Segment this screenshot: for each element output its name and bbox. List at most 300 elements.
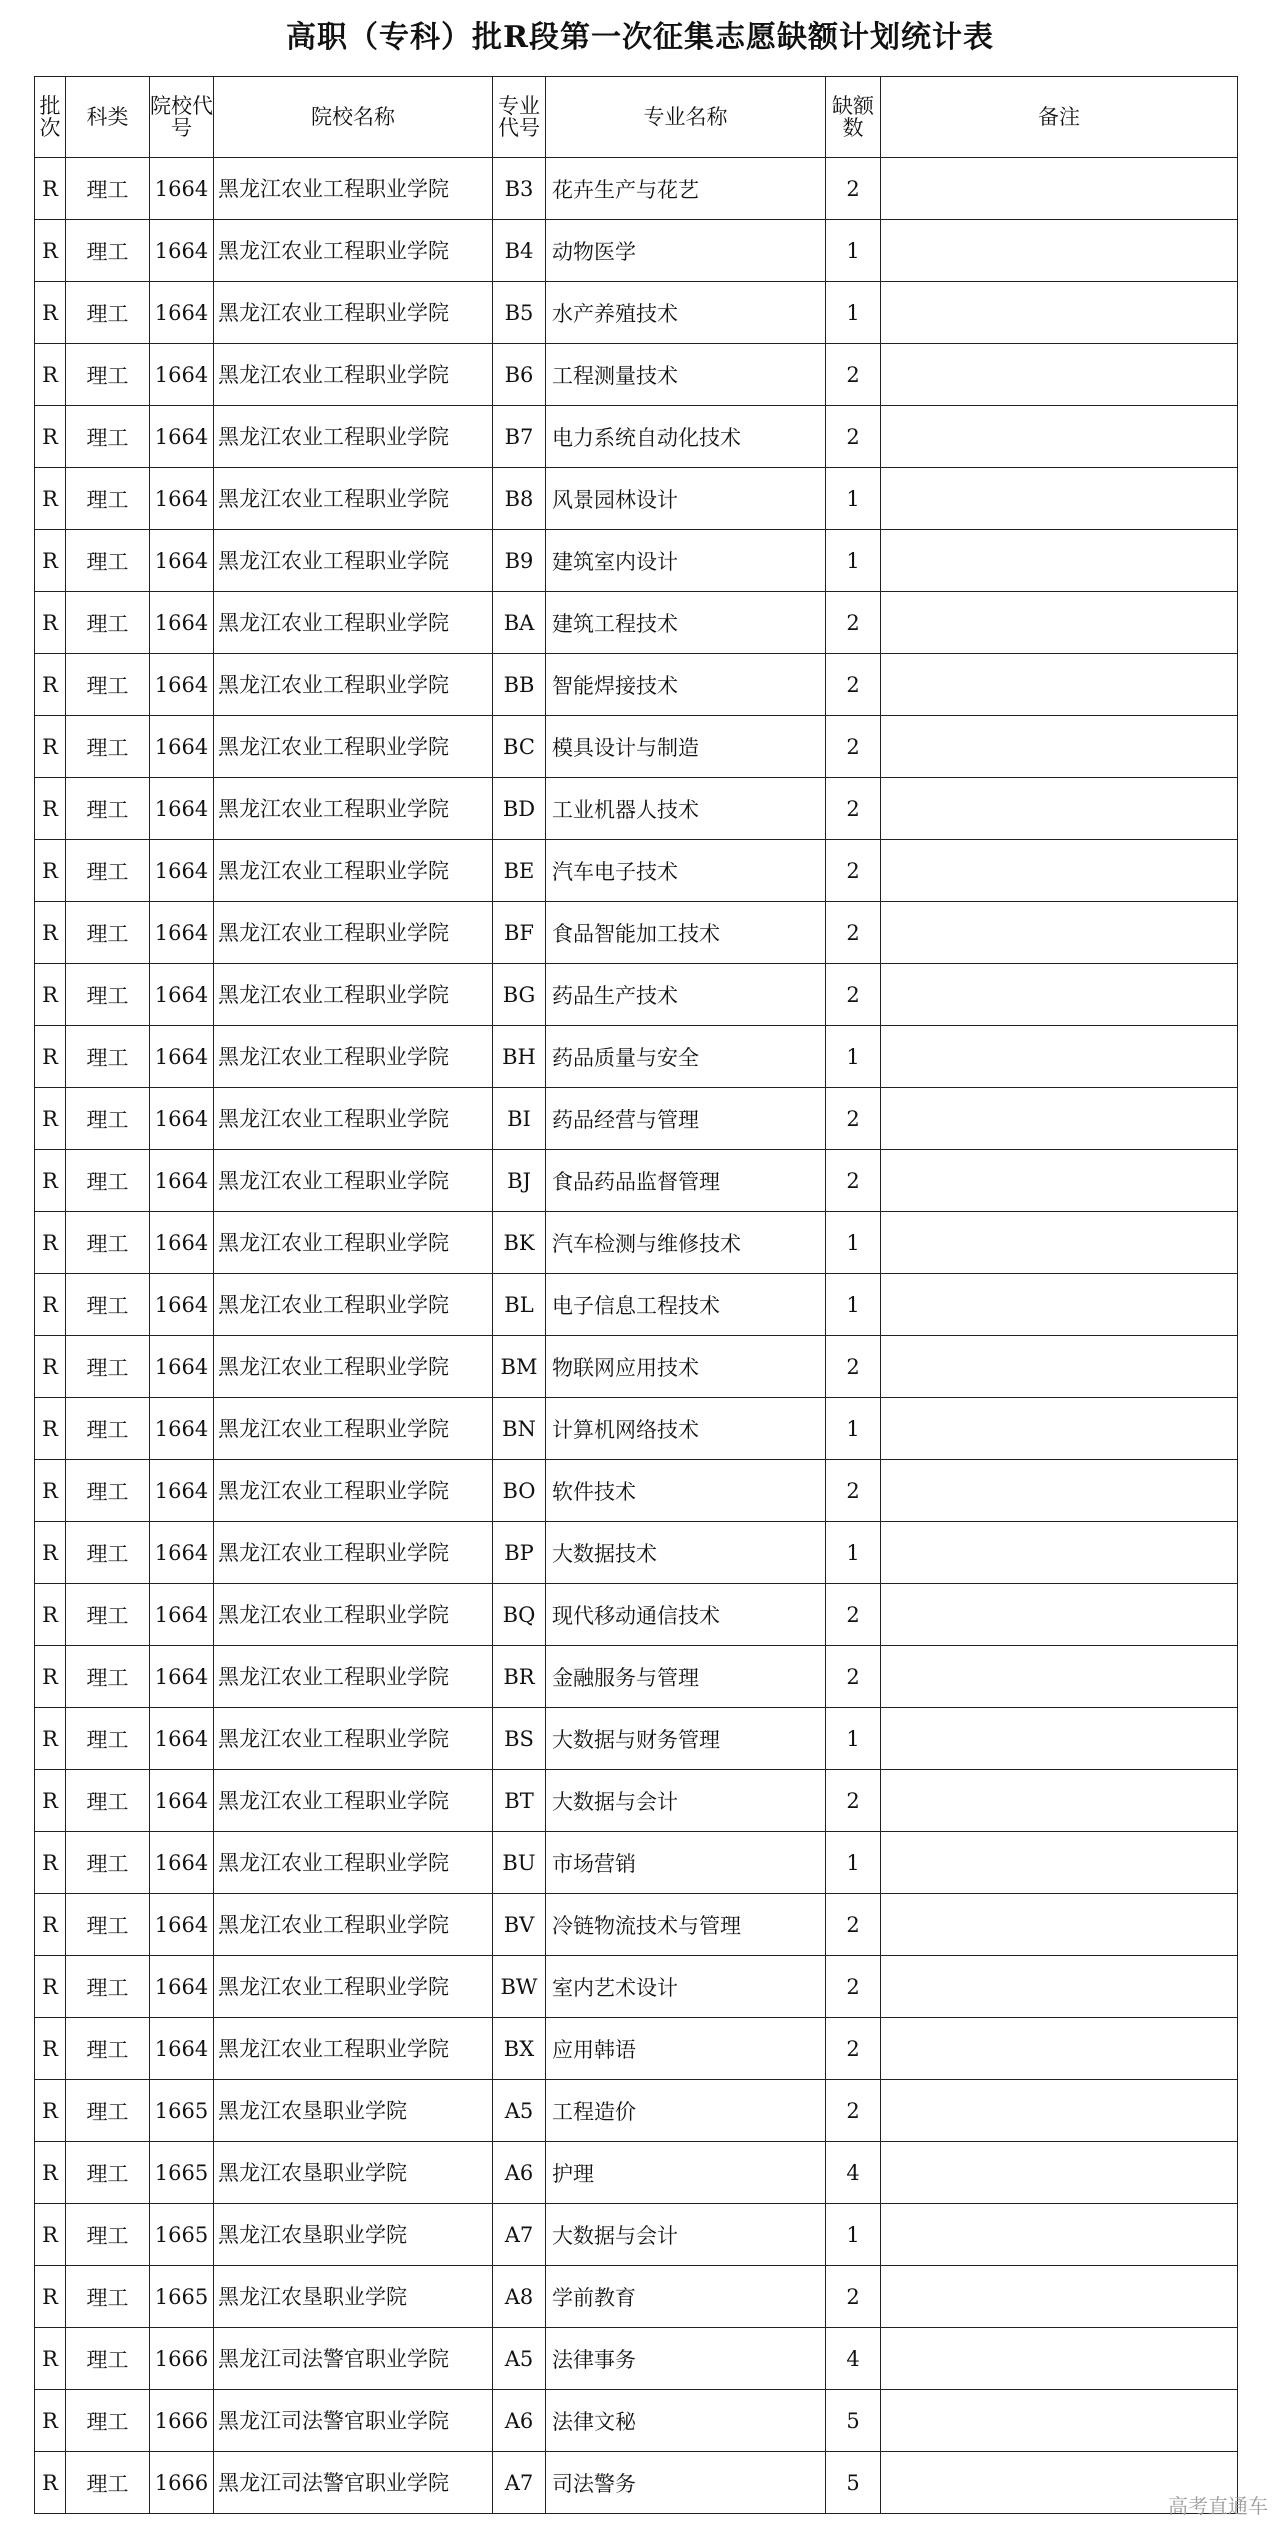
cell-note xyxy=(881,1336,1238,1398)
cell-major-name: 药品经营与管理 xyxy=(546,1088,826,1150)
cell-batch: R xyxy=(35,654,66,716)
cell-major-name: 汽车检测与维修技术 xyxy=(546,1212,826,1274)
cell-school-name: 黑龙江农业工程职业学院 xyxy=(214,158,493,220)
table-row xyxy=(35,902,1238,964)
cell-category: 理工 xyxy=(66,2142,150,2204)
cell-note xyxy=(881,1522,1238,1584)
cell-major-name: 护理 xyxy=(546,2142,826,2204)
table-row xyxy=(35,1646,1238,1708)
header-category: 科类 xyxy=(66,77,150,158)
cell-category: 理工 xyxy=(66,1646,150,1708)
cell-school-name: 黑龙江农垦职业学院 xyxy=(214,2204,493,2266)
cell-batch: R xyxy=(35,468,66,530)
cell-note xyxy=(881,902,1238,964)
cell-category: 理工 xyxy=(66,2452,150,2514)
cell-note xyxy=(881,964,1238,1026)
table-row xyxy=(35,1770,1238,1832)
cell-batch: R xyxy=(35,2204,66,2266)
cell-school-code: 1664 xyxy=(150,406,214,468)
cell-batch: R xyxy=(35,1956,66,2018)
cell-category: 理工 xyxy=(66,1026,150,1088)
cell-major-code: A6 xyxy=(493,2142,546,2204)
table-row xyxy=(35,2142,1238,2204)
cell-school-code: 1664 xyxy=(150,2018,214,2080)
cell-category: 理工 xyxy=(66,1894,150,1956)
cell-quota: 2 xyxy=(826,964,881,1026)
cell-major-code: BE xyxy=(493,840,546,902)
cell-major-code: BU xyxy=(493,1832,546,1894)
cell-batch: R xyxy=(35,1584,66,1646)
header-major-name: 专业名称 xyxy=(546,77,826,158)
cell-school-code: 1664 xyxy=(150,282,214,344)
cell-school-code: 1664 xyxy=(150,344,214,406)
cell-category: 理工 xyxy=(66,2390,150,2452)
cell-school-code: 1664 xyxy=(150,964,214,1026)
cell-school-name: 黑龙江农业工程职业学院 xyxy=(214,1212,493,1274)
cell-major-code: BD xyxy=(493,778,546,840)
cell-category: 理工 xyxy=(66,2080,150,2142)
cell-category: 理工 xyxy=(66,1336,150,1398)
cell-major-name: 冷链物流技术与管理 xyxy=(546,1894,826,1956)
cell-note xyxy=(881,1150,1238,1212)
cell-major-code: B6 xyxy=(493,344,546,406)
cell-category: 理工 xyxy=(66,1398,150,1460)
cell-school-name: 黑龙江农垦职业学院 xyxy=(214,2266,493,2328)
cell-batch: R xyxy=(35,1336,66,1398)
table-row xyxy=(35,1088,1238,1150)
cell-quota: 2 xyxy=(826,840,881,902)
cell-major-name: 大数据与会计 xyxy=(546,2204,826,2266)
cell-note xyxy=(881,1956,1238,2018)
table-body xyxy=(35,158,1238,2514)
cell-batch: R xyxy=(35,344,66,406)
cell-batch: R xyxy=(35,902,66,964)
cell-school-code: 1664 xyxy=(150,1274,214,1336)
cell-category: 理工 xyxy=(66,344,150,406)
cell-quota: 1 xyxy=(826,1708,881,1770)
cell-quota: 2 xyxy=(826,1150,881,1212)
cell-category: 理工 xyxy=(66,406,150,468)
cell-batch: R xyxy=(35,1770,66,1832)
cell-school-name: 黑龙江农业工程职业学院 xyxy=(214,1336,493,1398)
cell-major-name: 动物医学 xyxy=(546,220,826,282)
cell-note xyxy=(881,406,1238,468)
cell-quota: 2 xyxy=(826,158,881,220)
cell-major-name: 汽车电子技术 xyxy=(546,840,826,902)
cell-note xyxy=(881,1584,1238,1646)
cell-note xyxy=(881,2142,1238,2204)
cell-quota: 2 xyxy=(826,902,881,964)
cell-school-code: 1664 xyxy=(150,1460,214,1522)
cell-category: 理工 xyxy=(66,220,150,282)
cell-school-code: 1664 xyxy=(150,158,214,220)
cell-quota: 1 xyxy=(826,1398,881,1460)
table-row xyxy=(35,2204,1238,2266)
table-row xyxy=(35,716,1238,778)
cell-major-name: 建筑工程技术 xyxy=(546,592,826,654)
cell-major-name: 学前教育 xyxy=(546,2266,826,2328)
cell-quota: 1 xyxy=(826,1026,881,1088)
cell-school-name: 黑龙江司法警官职业学院 xyxy=(214,2452,493,2514)
table-row xyxy=(35,468,1238,530)
cell-school-code: 1664 xyxy=(150,1336,214,1398)
cell-school-code: 1664 xyxy=(150,1150,214,1212)
cell-school-name: 黑龙江农业工程职业学院 xyxy=(214,902,493,964)
cell-batch: R xyxy=(35,220,66,282)
cell-school-code: 1664 xyxy=(150,592,214,654)
cell-major-name: 物联网应用技术 xyxy=(546,1336,826,1398)
cell-school-name: 黑龙江农业工程职业学院 xyxy=(214,1150,493,1212)
cell-note xyxy=(881,2018,1238,2080)
cell-category: 理工 xyxy=(66,1460,150,1522)
cell-batch: R xyxy=(35,2080,66,2142)
cell-quota: 2 xyxy=(826,716,881,778)
cell-school-name: 黑龙江司法警官职业学院 xyxy=(214,2390,493,2452)
cell-major-code: B7 xyxy=(493,406,546,468)
cell-school-name: 黑龙江农业工程职业学院 xyxy=(214,530,493,592)
cell-major-code: BL xyxy=(493,1274,546,1336)
cell-school-code: 1664 xyxy=(150,778,214,840)
table-row xyxy=(35,406,1238,468)
cell-school-code: 1666 xyxy=(150,2390,214,2452)
table-row xyxy=(35,1460,1238,1522)
cell-note xyxy=(881,654,1238,716)
cell-note xyxy=(881,282,1238,344)
cell-school-code: 1664 xyxy=(150,1088,214,1150)
cell-batch: R xyxy=(35,2328,66,2390)
cell-major-name: 金融服务与管理 xyxy=(546,1646,826,1708)
cell-major-code: A5 xyxy=(493,2328,546,2390)
cell-major-code: BG xyxy=(493,964,546,1026)
cell-school-name: 黑龙江农业工程职业学院 xyxy=(214,1584,493,1646)
cell-note xyxy=(881,2328,1238,2390)
cell-school-code: 1664 xyxy=(150,716,214,778)
cell-quota: 1 xyxy=(826,1522,881,1584)
cell-quota: 2 xyxy=(826,1956,881,2018)
cell-batch: R xyxy=(35,282,66,344)
cell-category: 理工 xyxy=(66,592,150,654)
cell-quota: 1 xyxy=(826,282,881,344)
cell-category: 理工 xyxy=(66,1832,150,1894)
cell-note xyxy=(881,2080,1238,2142)
cell-major-name: 建筑室内设计 xyxy=(546,530,826,592)
cell-school-name: 黑龙江农业工程职业学院 xyxy=(214,220,493,282)
cell-school-name: 黑龙江农业工程职业学院 xyxy=(214,344,493,406)
cell-quota: 2 xyxy=(826,1770,881,1832)
cell-batch: R xyxy=(35,158,66,220)
cell-major-name: 工程测量技术 xyxy=(546,344,826,406)
cell-category: 理工 xyxy=(66,2266,150,2328)
cell-school-name: 黑龙江农业工程职业学院 xyxy=(214,468,493,530)
cell-quota: 1 xyxy=(826,1274,881,1336)
cell-quota: 2 xyxy=(826,592,881,654)
cell-major-code: A7 xyxy=(493,2452,546,2514)
table-header-row xyxy=(35,77,1238,158)
table-row xyxy=(35,344,1238,406)
cell-major-name: 风景园林设计 xyxy=(546,468,826,530)
cell-batch: R xyxy=(35,716,66,778)
cell-major-name: 工业机器人技术 xyxy=(546,778,826,840)
cell-quota: 1 xyxy=(826,220,881,282)
cell-category: 理工 xyxy=(66,1522,150,1584)
cell-school-code: 1664 xyxy=(150,1398,214,1460)
cell-major-code: B3 xyxy=(493,158,546,220)
cell-note xyxy=(881,716,1238,778)
cell-quota: 2 xyxy=(826,1584,881,1646)
cell-school-code: 1665 xyxy=(150,2142,214,2204)
cell-note xyxy=(881,778,1238,840)
cell-major-code: B4 xyxy=(493,220,546,282)
cell-quota: 1 xyxy=(826,2204,881,2266)
cell-category: 理工 xyxy=(66,2204,150,2266)
cell-category: 理工 xyxy=(66,654,150,716)
cell-note xyxy=(881,530,1238,592)
cell-major-name: 食品智能加工技术 xyxy=(546,902,826,964)
cell-batch: R xyxy=(35,1646,66,1708)
cell-school-name: 黑龙江农业工程职业学院 xyxy=(214,778,493,840)
cell-major-name: 电力系统自动化技术 xyxy=(546,406,826,468)
table-row xyxy=(35,592,1238,654)
cell-note xyxy=(881,1274,1238,1336)
cell-school-name: 黑龙江农业工程职业学院 xyxy=(214,1522,493,1584)
cell-batch: R xyxy=(35,1708,66,1770)
cell-school-name: 黑龙江农业工程职业学院 xyxy=(214,1770,493,1832)
quota-table xyxy=(34,76,1238,2514)
cell-category: 理工 xyxy=(66,158,150,220)
cell-note xyxy=(881,344,1238,406)
table-row xyxy=(35,1832,1238,1894)
header-quota: 缺额数 xyxy=(826,77,881,158)
cell-note xyxy=(881,1832,1238,1894)
cell-category: 理工 xyxy=(66,964,150,1026)
cell-quota: 2 xyxy=(826,1460,881,1522)
cell-school-code: 1664 xyxy=(150,1026,214,1088)
cell-major-code: BO xyxy=(493,1460,546,1522)
cell-batch: R xyxy=(35,1026,66,1088)
cell-quota: 2 xyxy=(826,654,881,716)
cell-school-name: 黑龙江农业工程职业学院 xyxy=(214,964,493,1026)
cell-batch: R xyxy=(35,1212,66,1274)
cell-school-name: 黑龙江农业工程职业学院 xyxy=(214,1460,493,1522)
cell-school-name: 黑龙江农业工程职业学院 xyxy=(214,406,493,468)
cell-major-code: A8 xyxy=(493,2266,546,2328)
cell-quota: 5 xyxy=(826,2390,881,2452)
cell-note xyxy=(881,2204,1238,2266)
cell-major-name: 水产养殖技术 xyxy=(546,282,826,344)
cell-category: 理工 xyxy=(66,902,150,964)
cell-major-code: BX xyxy=(493,2018,546,2080)
cell-quota: 2 xyxy=(826,406,881,468)
cell-school-code: 1664 xyxy=(150,902,214,964)
table-row xyxy=(35,158,1238,220)
cell-school-name: 黑龙江农业工程职业学院 xyxy=(214,716,493,778)
cell-school-code: 1665 xyxy=(150,2266,214,2328)
cell-batch: R xyxy=(35,778,66,840)
cell-note xyxy=(881,1894,1238,1956)
header-major-code: 专业代号 xyxy=(493,77,546,158)
cell-major-name: 大数据与财务管理 xyxy=(546,1708,826,1770)
cell-category: 理工 xyxy=(66,282,150,344)
cell-note xyxy=(881,840,1238,902)
cell-major-code: B8 xyxy=(493,468,546,530)
cell-school-code: 1666 xyxy=(150,2328,214,2390)
cell-quota: 4 xyxy=(826,2328,881,2390)
cell-quota: 2 xyxy=(826,1646,881,1708)
cell-note xyxy=(881,2390,1238,2452)
header-school-code: 院校代号 xyxy=(150,77,214,158)
cell-quota: 1 xyxy=(826,468,881,530)
cell-major-code: A6 xyxy=(493,2390,546,2452)
cell-batch: R xyxy=(35,1894,66,1956)
cell-category: 理工 xyxy=(66,1150,150,1212)
cell-quota: 1 xyxy=(826,530,881,592)
cell-school-name: 黑龙江司法警官职业学院 xyxy=(214,2328,493,2390)
table-row xyxy=(35,2452,1238,2514)
cell-major-code: BB xyxy=(493,654,546,716)
table-row xyxy=(35,282,1238,344)
cell-school-name: 黑龙江农垦职业学院 xyxy=(214,2080,493,2142)
cell-major-name: 花卉生产与花艺 xyxy=(546,158,826,220)
cell-category: 理工 xyxy=(66,1212,150,1274)
cell-major-code: B9 xyxy=(493,530,546,592)
cell-school-code: 1664 xyxy=(150,468,214,530)
cell-school-name: 黑龙江农垦职业学院 xyxy=(214,2142,493,2204)
table-row xyxy=(35,654,1238,716)
table-row xyxy=(35,1894,1238,1956)
cell-major-code: BV xyxy=(493,1894,546,1956)
cell-category: 理工 xyxy=(66,2018,150,2080)
cell-major-name: 大数据与会计 xyxy=(546,1770,826,1832)
cell-batch: R xyxy=(35,592,66,654)
cell-school-name: 黑龙江农业工程职业学院 xyxy=(214,1894,493,1956)
cell-school-name: 黑龙江农业工程职业学院 xyxy=(214,1646,493,1708)
cell-school-name: 黑龙江农业工程职业学院 xyxy=(214,1956,493,2018)
cell-major-code: BP xyxy=(493,1522,546,1584)
cell-major-name: 现代移动通信技术 xyxy=(546,1584,826,1646)
cell-note xyxy=(881,158,1238,220)
cell-note xyxy=(881,468,1238,530)
cell-note xyxy=(881,1398,1238,1460)
cell-school-code: 1666 xyxy=(150,2452,214,2514)
cell-major-code: BC xyxy=(493,716,546,778)
cell-quota: 2 xyxy=(826,778,881,840)
table-row xyxy=(35,964,1238,1026)
cell-major-code: B5 xyxy=(493,282,546,344)
cell-major-code: BJ xyxy=(493,1150,546,1212)
cell-category: 理工 xyxy=(66,1274,150,1336)
cell-batch: R xyxy=(35,1460,66,1522)
cell-quota: 5 xyxy=(826,2452,881,2514)
cell-major-name: 药品质量与安全 xyxy=(546,1026,826,1088)
cell-school-name: 黑龙江农业工程职业学院 xyxy=(214,2018,493,2080)
cell-quota: 2 xyxy=(826,2266,881,2328)
cell-major-code: BR xyxy=(493,1646,546,1708)
cell-category: 理工 xyxy=(66,1584,150,1646)
cell-major-name: 法律事务 xyxy=(546,2328,826,2390)
cell-note xyxy=(881,1770,1238,1832)
cell-school-name: 黑龙江农业工程职业学院 xyxy=(214,654,493,716)
cell-batch: R xyxy=(35,1274,66,1336)
cell-quota: 2 xyxy=(826,1336,881,1398)
cell-major-name: 计算机网络技术 xyxy=(546,1398,826,1460)
table-row xyxy=(35,2080,1238,2142)
header-batch: 批次 xyxy=(35,77,66,158)
cell-major-name: 应用韩语 xyxy=(546,2018,826,2080)
table-row xyxy=(35,1212,1238,1274)
cell-batch: R xyxy=(35,1088,66,1150)
cell-major-name: 法律文秘 xyxy=(546,2390,826,2452)
table-row xyxy=(35,2328,1238,2390)
table-row xyxy=(35,1336,1238,1398)
cell-school-code: 1664 xyxy=(150,1708,214,1770)
cell-major-name: 工程造价 xyxy=(546,2080,826,2142)
cell-school-name: 黑龙江农业工程职业学院 xyxy=(214,1398,493,1460)
cell-major-name: 食品药品监督管理 xyxy=(546,1150,826,1212)
header-school-name: 院校名称 xyxy=(214,77,493,158)
header-note: 备注 xyxy=(881,77,1238,158)
cell-school-name: 黑龙江农业工程职业学院 xyxy=(214,1708,493,1770)
cell-school-code: 1664 xyxy=(150,220,214,282)
cell-school-code: 1665 xyxy=(150,2080,214,2142)
cell-school-code: 1664 xyxy=(150,1584,214,1646)
cell-quota: 1 xyxy=(826,1212,881,1274)
table-row xyxy=(35,1026,1238,1088)
cell-quota: 2 xyxy=(826,344,881,406)
cell-category: 理工 xyxy=(66,530,150,592)
table-row xyxy=(35,2390,1238,2452)
cell-category: 理工 xyxy=(66,840,150,902)
table-row xyxy=(35,778,1238,840)
cell-quota: 2 xyxy=(826,2018,881,2080)
cell-school-code: 1664 xyxy=(150,530,214,592)
cell-major-code: BN xyxy=(493,1398,546,1460)
cell-batch: R xyxy=(35,2452,66,2514)
cell-note xyxy=(881,1708,1238,1770)
cell-category: 理工 xyxy=(66,1956,150,2018)
cell-note xyxy=(881,1460,1238,1522)
cell-category: 理工 xyxy=(66,468,150,530)
cell-major-name: 电子信息工程技术 xyxy=(546,1274,826,1336)
cell-major-name: 市场营销 xyxy=(546,1832,826,1894)
cell-batch: R xyxy=(35,2142,66,2204)
table-row xyxy=(35,1584,1238,1646)
cell-batch: R xyxy=(35,1832,66,1894)
cell-batch: R xyxy=(35,2266,66,2328)
cell-major-code: A5 xyxy=(493,2080,546,2142)
cell-school-code: 1664 xyxy=(150,1894,214,1956)
cell-batch: R xyxy=(35,530,66,592)
cell-batch: R xyxy=(35,1150,66,1212)
cell-major-code: A7 xyxy=(493,2204,546,2266)
cell-batch: R xyxy=(35,964,66,1026)
cell-major-code: BA xyxy=(493,592,546,654)
cell-note xyxy=(881,1646,1238,1708)
table-row xyxy=(35,1274,1238,1336)
cell-major-name: 智能焊接技术 xyxy=(546,654,826,716)
cell-school-code: 1664 xyxy=(150,654,214,716)
watermark: 高考直通车 xyxy=(1168,2494,1268,2518)
cell-category: 理工 xyxy=(66,1770,150,1832)
table-row xyxy=(35,1398,1238,1460)
cell-school-name: 黑龙江农业工程职业学院 xyxy=(214,1832,493,1894)
cell-school-code: 1664 xyxy=(150,840,214,902)
cell-major-code: BS xyxy=(493,1708,546,1770)
cell-school-name: 黑龙江农业工程职业学院 xyxy=(214,282,493,344)
table-row xyxy=(35,220,1238,282)
cell-school-name: 黑龙江农业工程职业学院 xyxy=(214,1088,493,1150)
cell-category: 理工 xyxy=(66,716,150,778)
table-row xyxy=(35,1150,1238,1212)
